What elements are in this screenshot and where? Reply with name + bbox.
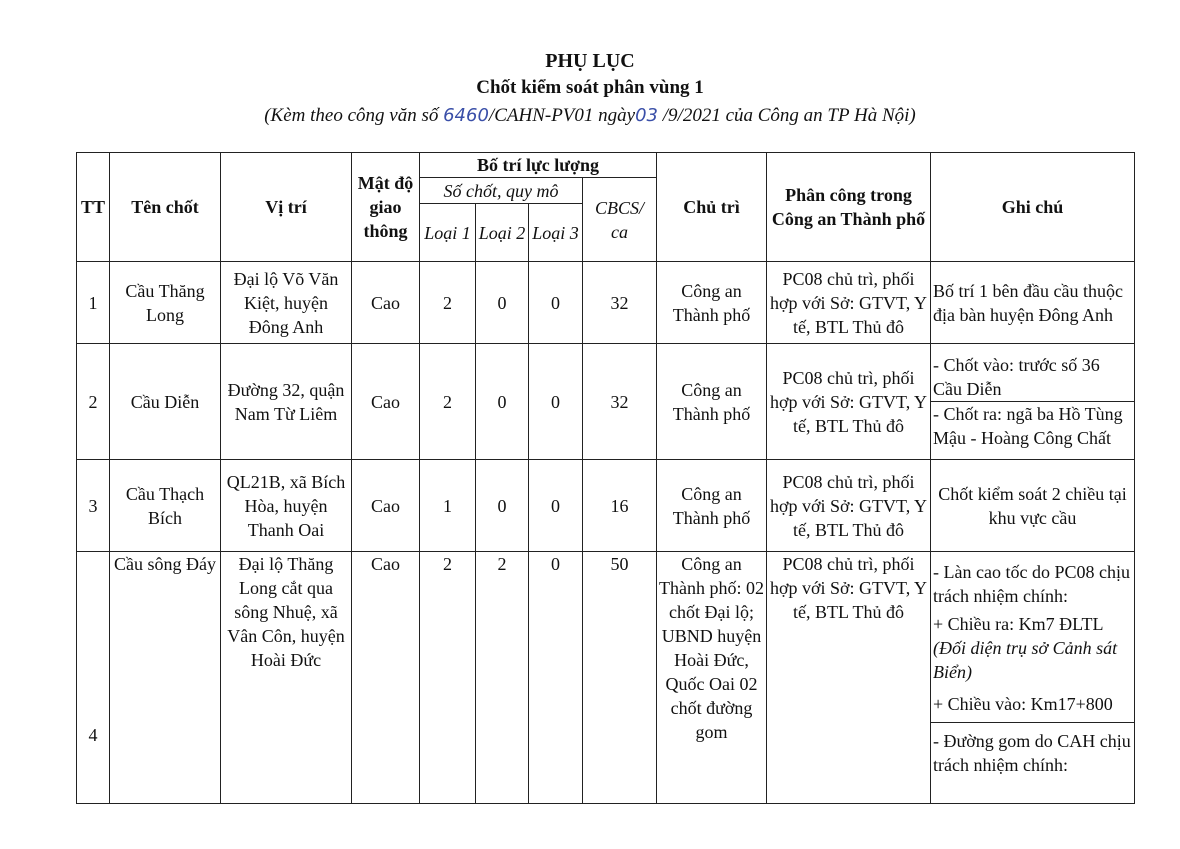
row4-phan-cong: PC08 chủ trì, phối hợp với Sở: GTVT, Y tế, BTL Thủ đô <box>767 552 931 804</box>
table-row <box>77 344 1135 460</box>
row1-phan-cong: PC08 chủ trì, phối hợp với Sở: GTVT, Y tế, BTL Thủ đô <box>767 262 931 344</box>
row3-phan-cong: PC08 chủ trì, phối hợp với Sở: GTVT, Y tế, BTL Thủ đô <box>767 460 931 552</box>
row2-ghi-chu <box>931 344 1135 460</box>
row1-loai1: 2 <box>420 262 476 344</box>
row2-phan-cong: PC08 chủ trì, phối hợp với Sở: GTVT, Y tế, BTL Thủ đô <box>767 344 931 460</box>
header-loai3: Loại 3 <box>529 204 583 262</box>
row4-loai3: 0 <box>529 552 583 804</box>
row3-ghi-chu: Chốt kiểm soát 2 chiều tại khu vực cầu <box>931 460 1135 552</box>
row4-chu-tri: Công an Thành phố: 02 chốt Đại lộ; UBND huyện Hoài Đức, Quốc Oai 02 chốt đường gom <box>657 552 767 804</box>
header-tt: TT <box>77 153 110 262</box>
row4-loai1: 2 <box>420 552 476 804</box>
row3-ten-chot: Cầu Thạch Bích <box>110 460 221 552</box>
row3-loai3: 0 <box>529 460 583 552</box>
document-header <box>0 48 1180 130</box>
doc-reference <box>0 102 1180 130</box>
header-ghi-chu: Ghi chú <box>931 153 1135 262</box>
row4-ghi-chu-doi-dien: (Đối diện trụ sở Cảnh sát Biển) <box>933 638 1118 682</box>
row2-ghi-chu-ra: - Chốt ra: ngã ba Hồ Tùng Mậu - Hoàng Công Chất <box>933 404 1123 448</box>
row4-tt: 4 <box>77 552 110 804</box>
row2-ghi-chu-vao: - Chốt vào: trước số 36 Cầu Diễn <box>931 353 1134 402</box>
row2-ten-chot: Cầu Diễn <box>110 344 221 460</box>
row2-vi-tri: Đường 32, quận Nam Từ Liêm <box>221 344 352 460</box>
row1-chu-tri: Công an Thành phố <box>657 262 767 344</box>
row1-ghi-chu: Bố trí 1 bên đầu cầu thuộc địa bàn huyện Đông Anh <box>931 262 1135 344</box>
header-mat-do: Mật độ giao thông <box>352 153 420 262</box>
row2-chu-tri: Công an Thành phố <box>657 344 767 460</box>
row1-mat-do: Cao <box>352 262 420 344</box>
row3-tt: 3 <box>77 460 110 552</box>
table-row <box>77 262 1135 344</box>
row1-vi-tri: Đại lộ Võ Văn Kiệt, huyện Đông Anh <box>221 262 352 344</box>
checkpoint-table <box>76 152 1135 804</box>
row3-loai1: 1 <box>420 460 476 552</box>
row4-mat-do: Cao <box>352 552 420 804</box>
row4-ghi-chu-chieu-vao: + Chiều vào: Km17+800 <box>931 684 1134 723</box>
header-so-chot: Số chốt, quy mô <box>420 178 583 204</box>
row2-loai2: 0 <box>476 344 529 460</box>
row3-cbcs: 16 <box>583 460 657 552</box>
doc-subtitle: Chốt kiểm soát phân vùng 1 <box>476 77 704 98</box>
row2-loai1: 2 <box>420 344 476 460</box>
doc-title: PHỤ LỤC <box>545 50 635 72</box>
header-vi-tri: Vị trí <box>221 153 352 262</box>
row1-loai3: 0 <box>529 262 583 344</box>
row1-tt: 1 <box>77 262 110 344</box>
header-loai2: Loại 2 <box>476 204 529 262</box>
table-row <box>77 552 1135 804</box>
row2-mat-do: Cao <box>352 344 420 460</box>
row3-vi-tri: QL21B, xã Bích Hòa, huyện Thanh Oai <box>221 460 352 552</box>
row1-cbcs: 32 <box>583 262 657 344</box>
header-loai1: Loại 1 <box>420 204 476 262</box>
row3-mat-do: Cao <box>352 460 420 552</box>
header-phan-cong: Phân công trong Công an Thành phố <box>767 153 931 262</box>
header-chu-tri: Chủ trì <box>657 153 767 262</box>
row2-loai3: 0 <box>529 344 583 460</box>
header-cbcs: CBCS/ ca <box>583 178 657 262</box>
handwritten-number: 6460 <box>443 105 489 126</box>
row4-ghi-chu <box>931 552 1135 804</box>
header-ten-chot: Tên chốt <box>110 153 221 262</box>
row3-loai2: 0 <box>476 460 529 552</box>
row2-cbcs: 32 <box>583 344 657 460</box>
handwritten-day: 03 <box>635 105 659 126</box>
table-row <box>77 460 1135 552</box>
row4-cbcs: 50 <box>583 552 657 804</box>
row4-ghi-chu-chieu-ra: + Chiều ra: Km7 ĐLTL <box>933 614 1104 634</box>
ref-suffix: /9/2021 của Công an TP Hà Nội) <box>658 105 916 126</box>
row1-ten-chot: Cầu Thăng Long <box>110 262 221 344</box>
header-bo-tri: Bố trí lực lượng <box>420 153 657 178</box>
ref-prefix: (Kèm theo công văn số <box>264 105 444 126</box>
row1-loai2: 0 <box>476 262 529 344</box>
row2-tt: 2 <box>77 344 110 460</box>
ref-mid: /CAHN-PV01 ngày <box>488 105 636 126</box>
row3-chu-tri: Công an Thành phố <box>657 460 767 552</box>
row4-loai2: 2 <box>476 552 529 804</box>
row4-ten-chot: Cầu sông Đáy <box>110 552 221 804</box>
row4-ghi-chu-duong-gom: - Đường gom do CAH chịu trách nhiệm chính: <box>933 731 1131 775</box>
row4-ghi-chu-cao-toc: - Làn cao tốc do PC08 chịu trách nhiệm chính: <box>933 562 1130 606</box>
row4-vi-tri: Đại lộ Thăng Long cắt qua sông Nhuệ, xã Vân Côn, huyện Hoài Đức <box>221 552 352 804</box>
